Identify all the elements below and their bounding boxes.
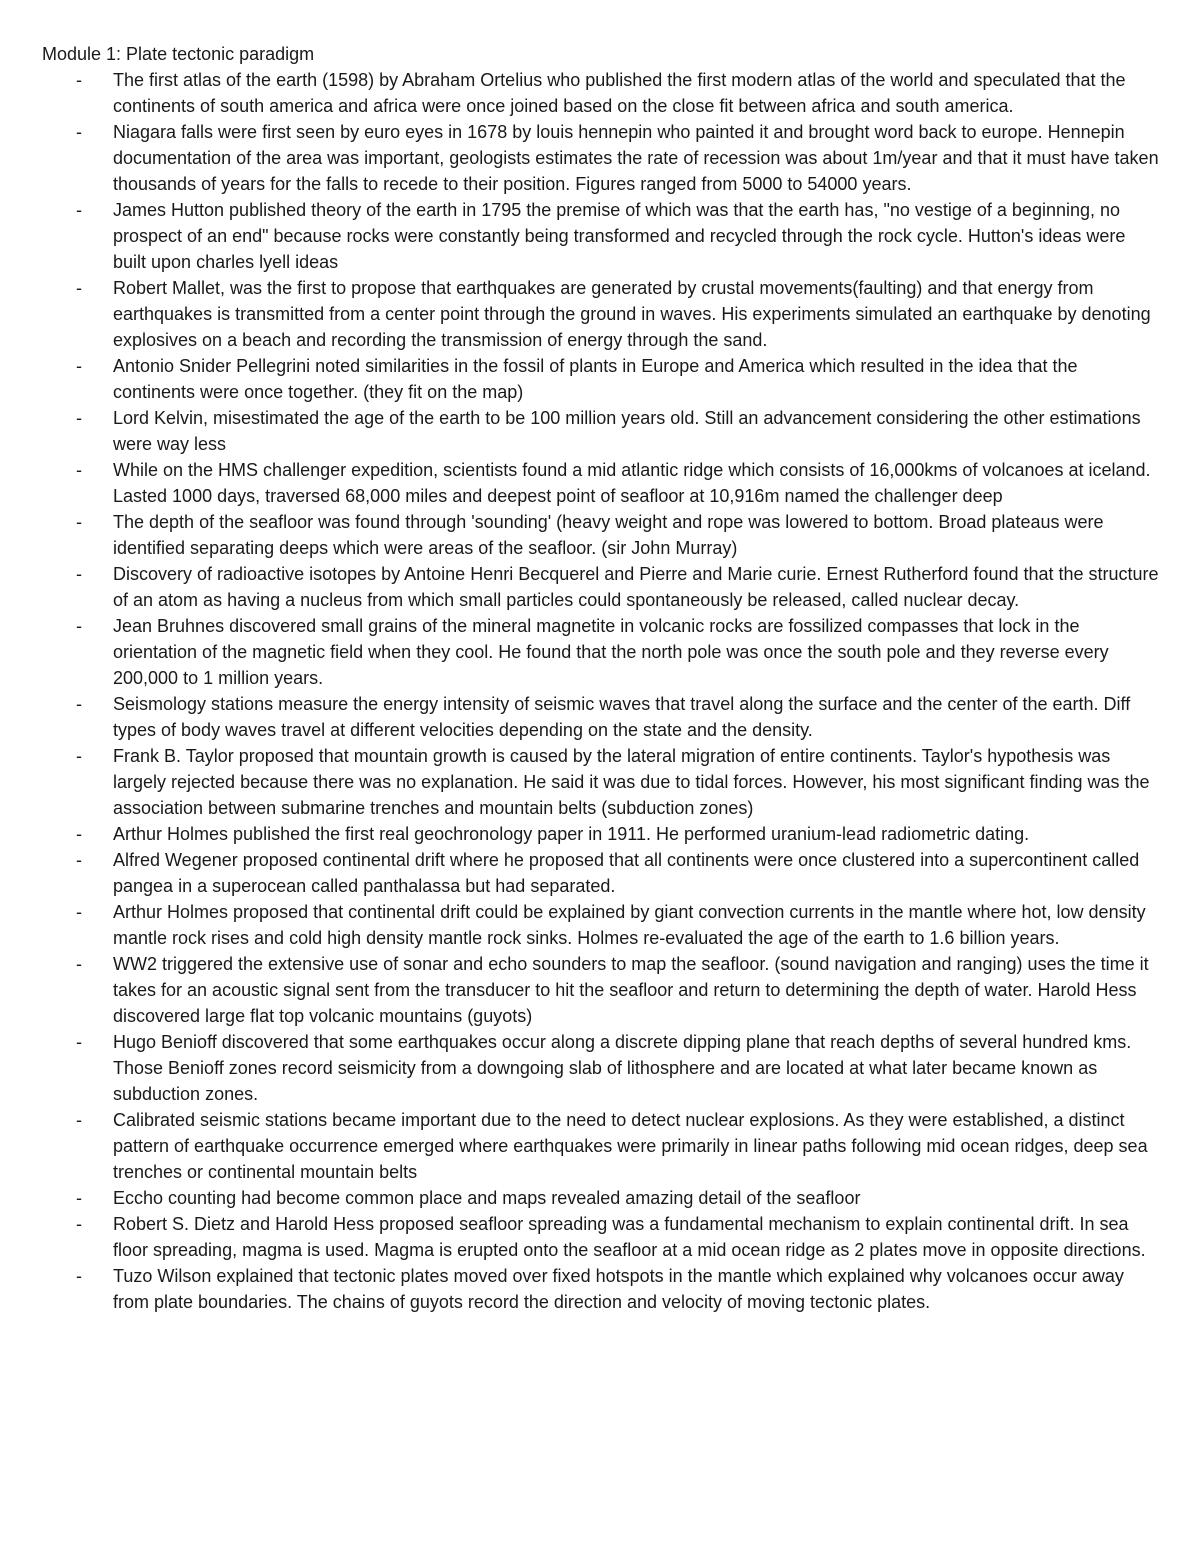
bullet-dash: -	[76, 850, 82, 870]
bullet-dash: -	[76, 1032, 82, 1052]
list-item	[0, 1263, 1159, 1315]
list-item-text: Arthur Holmes proposed that continental drift could be explained by giant convection currents in the mantle where hot, low density mantle rock rises and cold high density mantle rock sinks. Holmes re-evaluated the age of the earth to 1.6 billion years.	[113, 902, 1146, 948]
bullet-dash: -	[76, 564, 82, 584]
list-item-text: Robert Mallet, was the first to propose that earthquakes are generated by crustal movements(faulting) and that energy from earthquakes is transmitted from a center point through the ground in waves. His experiments simulated an earthquake by denoting explosives on a beach and recording the transmission of energy through the sand.	[113, 278, 1151, 350]
list-item	[0, 951, 1159, 1029]
list-item-text: Hugo Benioff discovered that some earthquakes occur along a discrete dipping plane that reach depths of several hundred kms. Those Benioff zones record seismicity from a downgoing slab of lithosphere and are located at what later became known as subduction zones.	[113, 1032, 1132, 1104]
list-item-text: Jean Bruhnes discovered small grains of the mineral magnetite in volcanic rocks are fossilized compasses that lock in the orientation of the magnetic field when they cool. He found that the north pole was once the south pole and they reverse every 200,000 to 1 million years.	[113, 616, 1109, 688]
list-item	[0, 1029, 1159, 1107]
list-item-text: While on the HMS challenger expedition, scientists found a mid atlantic ridge which consists of 16,000kms of volcanoes at iceland. Lasted 1000 days, traversed 68,000 miles and deepest point of seafloor at 10,916m named the challenger deep	[113, 460, 1151, 506]
list-item-text: The depth of the seafloor was found through 'sounding' (heavy weight and rope was lowered to bottom. Broad plateaus were identified separating deeps which were areas of the seafloor. (sir John Murray)	[113, 512, 1104, 558]
list-item	[0, 275, 1159, 353]
list-item-text: Niagara falls were first seen by euro eyes in 1678 by louis hennepin who painted it and brought word back to europe. Hennepin documentation of the area was important, geologists estimates the rate of recession was about 1m/year and that it must have taken thousands of years for the falls to recede to their position. Figures ranged from 5000 to 54000 years.	[113, 122, 1159, 194]
bullet-dash: -	[76, 616, 82, 636]
list-item	[0, 457, 1159, 509]
list-item-text: WW2 triggered the extensive use of sonar and echo sounders to map the seafloor. (sound navigation and ranging) uses the time it takes for an acoustic signal sent from the transducer to hit the seafloor and return to determining the depth of water. Harold Hess discovered large flat top volcanic mountains (guyots)	[113, 954, 1149, 1026]
list-item	[0, 405, 1159, 457]
bullet-dash: -	[76, 746, 82, 766]
list-item	[0, 1107, 1159, 1185]
bullet-list	[0, 67, 1200, 1315]
list-item-text: Frank B. Taylor proposed that mountain growth is caused by the lateral migration of entire continents. Taylor's hypothesis was largely rejected because there was no explanation. He said it was due to tidal forces. However, his most significant finding was the association between submarine trenches and mountain belts (subduction zones)	[113, 746, 1150, 818]
list-item	[0, 197, 1159, 275]
list-item-text: Eccho counting had become common place and maps revealed amazing detail of the seafloor	[113, 1188, 861, 1208]
list-item-text: Robert S. Dietz and Harold Hess proposed seafloor spreading was a fundamental mechanism to explain continental drift. In sea floor spreading, magma is used. Magma is erupted onto the seafloor at a mid ocean ridge as 2 plates move in opposite directions.	[113, 1214, 1146, 1260]
bullet-dash: -	[76, 694, 82, 714]
bullet-dash: -	[76, 1214, 82, 1234]
list-item	[0, 691, 1159, 743]
bullet-dash: -	[76, 460, 82, 480]
bullet-dash: -	[76, 408, 82, 428]
list-item-text: James Hutton published theory of the earth in 1795 the premise of which was that the earth has, "no vestige of a beginning, no prospect of an end" because rocks were constantly being transformed and recycled through the rock cycle. Hutton's ideas were built upon charles lyell ideas	[113, 200, 1126, 272]
bullet-dash: -	[76, 512, 82, 532]
list-item	[0, 899, 1159, 951]
list-item-text: Tuzo Wilson explained that tectonic plates moved over fixed hotspots in the mantle which explained why volcanoes occur away from plate boundaries. The chains of guyots record the direction and velocity of moving tectonic plates.	[113, 1266, 1124, 1312]
list-item-text: Calibrated seismic stations became important due to the need to detect nuclear explosions. As they were established, a distinct pattern of earthquake occurrence emerged where earthquakes were primarily in linear paths following mid ocean ridges, deep sea trenches or continental mountain belts	[113, 1110, 1148, 1182]
document-title: Module 1: Plate tectonic paradigm	[42, 44, 315, 64]
list-item	[0, 1185, 1159, 1211]
list-item-text: Seismology stations measure the energy intensity of seismic waves that travel along the surface and the center of the earth. Diff types of body waves travel at different velocities depending on the state and the density.	[113, 694, 1131, 740]
list-item	[0, 561, 1159, 613]
list-item-text: Antonio Snider Pellegrini noted similarities in the fossil of plants in Europe and America which resulted in the idea that the continents were once together. (they fit on the map)	[113, 356, 1078, 402]
list-item	[0, 353, 1159, 405]
list-item	[0, 613, 1159, 691]
bullet-dash: -	[76, 200, 82, 220]
list-item	[0, 847, 1159, 899]
bullet-dash: -	[76, 1188, 82, 1208]
bullet-dash: -	[76, 356, 82, 376]
list-item	[0, 821, 1159, 847]
bullet-dash: -	[76, 122, 82, 142]
list-item	[0, 509, 1159, 561]
list-item-text: Arthur Holmes published the first real geochronology paper in 1911. He performed uranium-lead radiometric dating.	[113, 824, 1030, 844]
list-item-text: Alfred Wegener proposed continental drift where he proposed that all continents were once clustered into a supercontinent called pangea in a superocean called panthalassa but had separated.	[113, 850, 1140, 896]
list-item	[0, 743, 1159, 821]
list-item	[0, 1211, 1159, 1263]
list-item	[0, 119, 1159, 197]
bullet-dash: -	[76, 954, 82, 974]
list-item-text: The first atlas of the earth (1598) by Abraham Ortelius who published the first modern atlas of the world and speculated that the continents of south america and africa were once joined based on the close fit between africa and south america.	[113, 70, 1126, 116]
bullet-dash: -	[76, 278, 82, 298]
bullet-dash: -	[76, 902, 82, 922]
bullet-dash: -	[76, 1110, 82, 1130]
list-item-text: Discovery of radioactive isotopes by Antoine Henri Becquerel and Pierre and Marie curie. Ernest Rutherford found that the structure of an atom as having a nucleus from which small particles could spontaneously be released, called nuclear decay.	[113, 564, 1159, 610]
bullet-dash: -	[76, 1266, 82, 1286]
bullet-dash: -	[76, 70, 82, 90]
list-item-text: Lord Kelvin, misestimated the age of the earth to be 100 million years old. Still an advancement considering the other estimations were way less	[113, 408, 1141, 454]
bullet-dash: -	[76, 824, 82, 844]
list-item	[0, 67, 1159, 119]
